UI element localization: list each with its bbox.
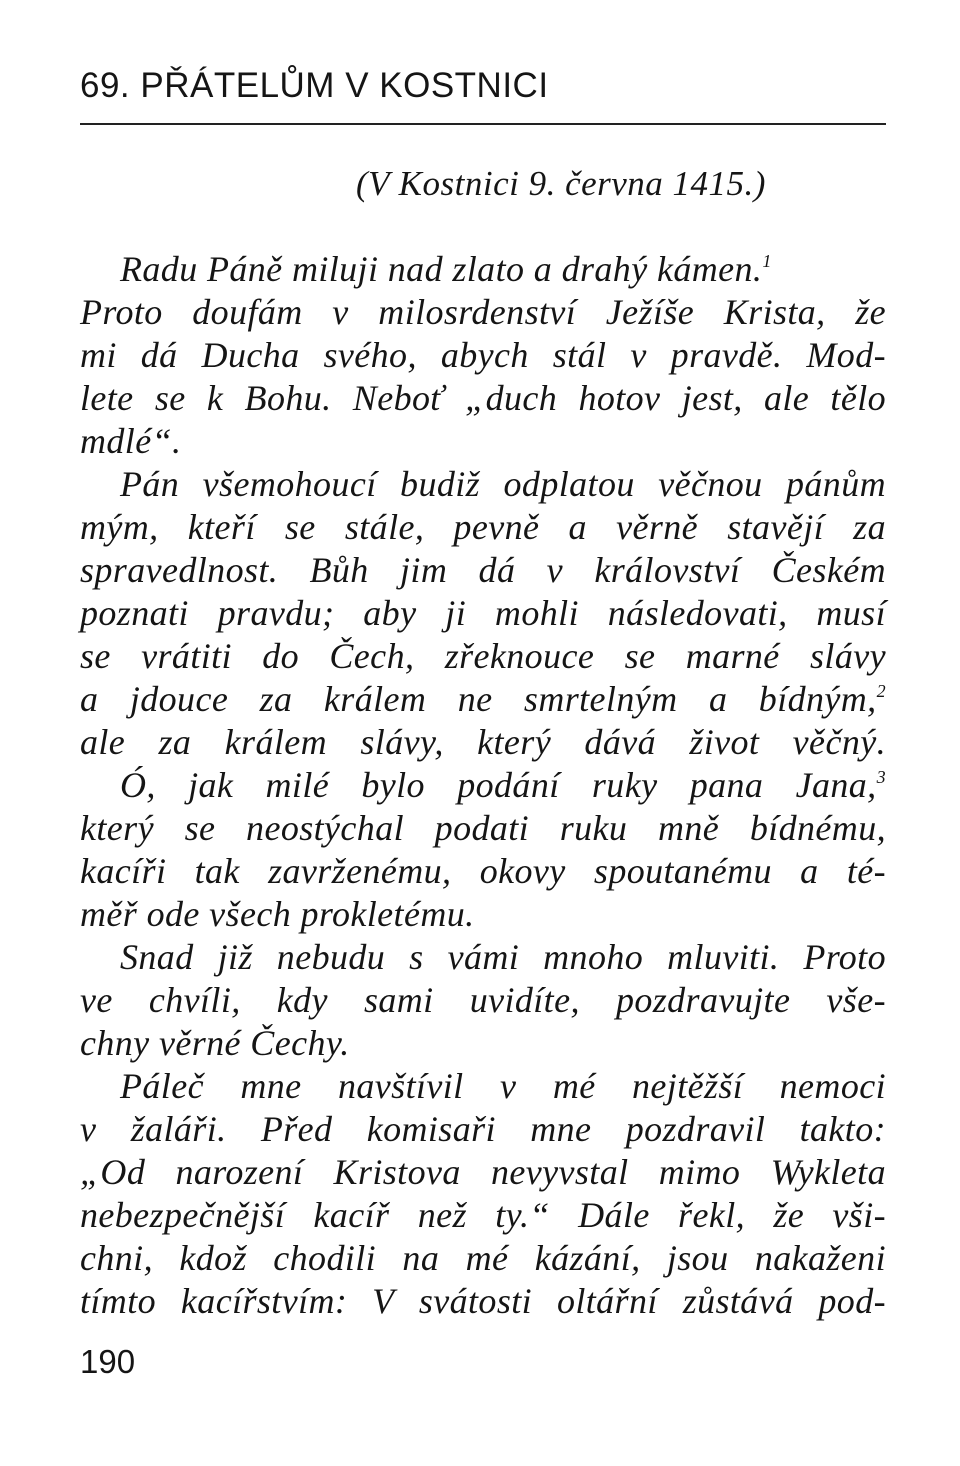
text-line [80, 248, 886, 291]
text-line [80, 721, 886, 764]
line-text: mdlé“. [80, 421, 182, 461]
line-text: Ó, jak milé bylo podání ruky pana Jana, [120, 765, 877, 805]
header-divider [80, 123, 886, 125]
text-line [80, 1280, 886, 1323]
line-text: chni, kdož chodili na mé kázání, jsou nakaženi [80, 1238, 886, 1278]
line-text: spravedlnost. Bůh jim dá v království Českém [80, 550, 886, 590]
text-line [80, 549, 886, 592]
line-text: tímto kacířstvím: V svátosti oltářní zůstává pod- [80, 1281, 886, 1321]
text-line [80, 463, 886, 506]
text-line [80, 1237, 886, 1280]
line-text: ale za králem slávy, který dává život věčný. [80, 722, 886, 762]
line-text: lete se k Bohu. Neboť „duch hotov jest, ale tělo [80, 378, 886, 418]
footnote-marker: 1 [762, 251, 772, 271]
text-line [80, 291, 886, 334]
line-text: Páleč mne navštívil v mé nejtěžší nemoci [120, 1066, 886, 1106]
page-number: 190 [80, 1343, 136, 1380]
letter-body [80, 248, 886, 1323]
text-line [80, 678, 886, 721]
line-text: a jdouce za králem ne smrtelným a bídným, [80, 679, 877, 719]
chapter-title: 69. PŘÁTELŮM V KOSTNICI [80, 66, 549, 105]
text-line [80, 635, 886, 678]
text-line [80, 420, 886, 463]
line-text: Proto doufám v milosrdenství Ježíše Krista, že [80, 292, 886, 332]
text-line [80, 506, 886, 549]
line-text: chny věrné Čechy. [80, 1023, 350, 1063]
line-text: měř ode všech prokletému. [80, 894, 475, 934]
line-text: Snad již nebudu s vámi mnoho mluviti. Proto [120, 937, 886, 977]
line-text: mým, kteří se stále, pevně a věrně stavějí za [80, 507, 886, 547]
line-text: Pán všemohoucí budiž odplatou věčnou pánům [120, 464, 886, 504]
line-text: kacíři tak zavrženému, okovy spoutanému a té- [80, 851, 886, 891]
text-line [80, 334, 886, 377]
text-line [80, 979, 886, 1022]
line-text: „Od narození Kristova nevyvstal mimo Wykleta [80, 1152, 886, 1192]
text-line [80, 807, 886, 850]
text-line [80, 592, 886, 635]
text-line [80, 893, 886, 936]
text-line [80, 1151, 886, 1194]
line-text: který se neostýchal podati ruku mně bídnému, [80, 808, 886, 848]
footnote-marker: 2 [876, 681, 886, 701]
line-text: v žaláři. Před komisaři mne pozdravil takto: [80, 1109, 886, 1149]
text-line [80, 1065, 886, 1108]
footnote-marker: 3 [876, 767, 886, 787]
text-line [80, 850, 886, 893]
text-line [80, 1108, 886, 1151]
text-line [80, 936, 886, 979]
text-line [80, 764, 886, 807]
text-line [80, 377, 886, 420]
text-line [80, 1194, 886, 1237]
line-text: ve chvíli, kdy sami uvidíte, pozdravujte vše- [80, 980, 886, 1020]
line-text: nebezpečnější kacíř než ty.“ Dále řekl, že vši- [80, 1195, 886, 1235]
line-text: mi dá Ducha svého, abych stál v pravdě. Mod- [80, 335, 886, 375]
line-text: se vrátiti do Čech, zřeknouce se marné slávy [80, 636, 886, 676]
line-text: Radu Páně miluji nad zlato a drahý kámen. [120, 249, 763, 289]
text-line [80, 1022, 886, 1065]
letter-dateline: (V Kostnici 9. června 1415.) [356, 164, 766, 203]
line-text: poznati pravdu; aby ji mohli následovati, musí [80, 593, 886, 633]
